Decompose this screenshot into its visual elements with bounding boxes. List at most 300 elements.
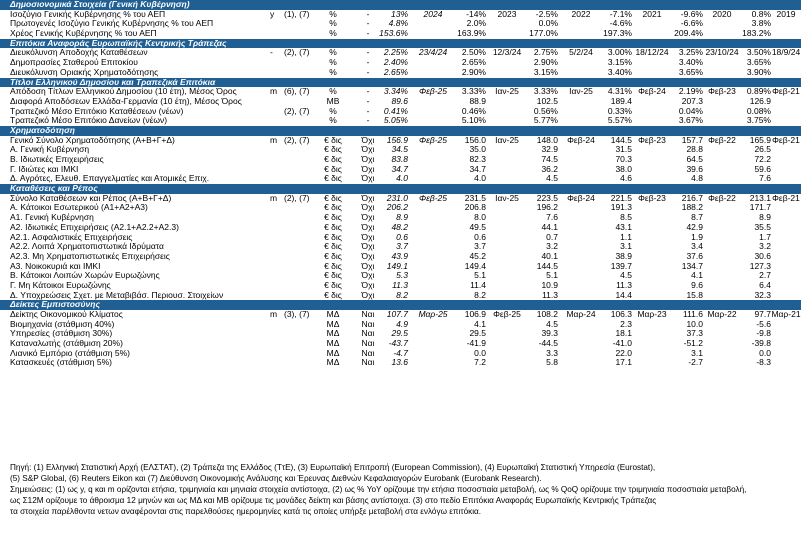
row-value: 2.65% [383,66,408,77]
row-cumulative: Όχι [361,163,375,174]
row-date: Φεβ-21 [772,192,800,203]
row-value: 4.5 [546,318,558,329]
row-unit: € δις [324,144,342,155]
row-unit: € δις [324,173,342,184]
row-value: 3.1 [691,347,703,358]
row-cumulative: - [366,18,370,29]
row-value: 7.6 [546,212,558,223]
row-unit: € δις [324,134,342,145]
row-label: Α2.1. Ασφαλιστικές Επιχειρήσεις [10,231,133,242]
row-date: Μαρ-25 [418,309,448,319]
row-value: 213.1 [749,192,771,203]
row-unit: ΜΔ [326,347,340,358]
row-value: 0.33% [607,105,632,116]
row-value: 3.3 [546,347,558,358]
section-title: Χρηματοδότηση [10,124,75,135]
row-value: 35.0 [469,144,486,155]
row-value: 231.5 [464,192,486,203]
row-date: Φεβ-22 [708,192,736,203]
row-cumulative: Όχι [361,289,375,300]
row-cumulative: - [366,115,370,126]
row-cumulative: Όχι [361,212,375,223]
row-value: 2.7 [759,270,771,281]
row-value: 165.9 [749,134,771,145]
row-unit: € δις [324,212,342,223]
row-value: 149.4 [464,260,486,271]
row-value: 197.3% [603,28,632,39]
row-unit: € δις [324,250,342,261]
row-value: 28.8 [686,144,703,155]
table-row [0,174,801,184]
row-label: Α2.2. Λοιπά Χρηματοπιστωτικά Ιδρύματα [10,241,164,252]
row-value: -9.6% [680,8,703,19]
row-value: 4.6 [620,173,632,184]
row-cumulative: Όχι [361,154,375,164]
row-value: -2.7 [688,357,703,368]
row-value: -41.9 [466,338,486,349]
row-cumulative: Όχι [361,173,375,184]
row-value: 1.9 [691,231,703,242]
row-value: 10.0 [686,318,703,329]
row-source: (2), (7) [284,47,310,58]
row-value: 5.10% [461,115,486,126]
row-value: 5.05% [383,115,408,126]
row-value: -41.0 [612,338,632,349]
row-cumulative: - [366,105,370,116]
row-cumulative: Όχι [361,270,375,281]
row-unit: € δις [324,260,342,271]
row-value: 0.08% [746,105,771,116]
row-cumulative: Ναι [361,357,375,368]
row-value: 5.1 [474,270,486,281]
row-value: 64.5 [686,154,703,164]
row-date: Φεβ-22 [708,134,736,145]
row-date: 2023 [497,8,517,19]
row-value: 2.3 [620,318,632,329]
row-value: 10.9 [541,279,558,290]
row-label: Καταναλωτής (στάθμιση 20%) [10,338,123,349]
row-value: 89.6 [391,95,408,106]
row-value: 7.6 [759,173,771,184]
row-unit: € δις [324,289,342,300]
row-value: 2.90% [461,66,486,77]
row-label: Γ. Ιδιώτες και ΙΜΚΙ [10,163,79,174]
row-label: Α1. Γενική Κυβέρνηση [10,212,94,223]
row-cumulative: - [366,28,370,39]
row-value: 2.90% [533,57,558,68]
row-value: 11.3 [542,289,558,300]
row-value: 144.5 [536,260,558,271]
row-label: Δ. Υποχρεώσεις Σχετ. με Μεταβιβάσ. Περιουσ. Στοιχείων [10,289,224,300]
row-date: Φεβ-25 [419,86,447,97]
row-source: (3), (7) [284,309,310,319]
row-label: Διευκόλυνση Οριακής Χρηματοδότησης [10,66,159,77]
row-unit: € δις [324,202,342,213]
row-value: 38.0 [615,163,632,174]
row-label: Γ. Μη Κάτοικοι Ευρωζώνης [10,279,111,290]
row-value: 207.3 [681,95,703,106]
row-value: 44.1 [541,221,558,232]
row-label: Γενικό Σύνολο Χρηματοδότησης (Α+Β+Γ+Δ) [10,134,175,145]
row-cumulative: Όχι [361,250,375,261]
row-value: 35.5 [754,221,771,232]
sources-note-line-1: Πηγή: (1) Ελληνική Στατιστική Αρχή (ΕΛΣΤΑΤ), (2) Τράπεζα της Ελλάδος (ΤτΕ), (3) Ευρωπαϊκή Επιτροπή (European Commission), (4) Ευρωπαϊκή Στατιστική Υπηρεσία (Eurostat), [10,463,656,472]
row-value: 3.40% [678,57,703,68]
row-value: 1.1 [620,231,632,242]
row-value: 5.3 [396,270,408,281]
row-value: 34.7 [391,163,408,174]
row-cumulative: Όχι [361,221,375,232]
row-value: 2.25% [383,47,408,58]
row-date: 2022 [571,8,591,19]
row-value: 223.5 [536,192,558,203]
row-source: (6), (7) [284,86,310,97]
row-label: Απόδοση Τίτλων Ελληνικού Δημοσίου (10 έτη), Μέσος Όρος [10,86,237,97]
row-value: 82.3 [469,154,486,164]
row-unit: % [329,47,337,58]
row-value: -4.6% [609,18,632,29]
table-row [0,291,801,301]
row-label: Χρέος Γενικής Κυβέρνησης % του ΑΕΠ [10,28,157,39]
row-unit: € δις [324,154,342,164]
row-value: -8.3 [756,357,771,368]
row-date: 2020 [712,8,732,19]
row-value: 0.41% [383,105,408,116]
row-date: Φεβ-23 [708,86,736,97]
row-cumulative: - [366,8,370,19]
row-value: 34.7 [469,163,486,174]
row-date: Ιαν-25 [495,134,519,145]
row-value: 32.3 [754,289,771,300]
row-date: Μαρ-23 [637,309,667,319]
row-value: 18.1 [615,328,632,339]
row-value: 42.9 [686,221,703,232]
row-value: -6.6% [680,18,703,29]
row-cumulative: Ναι [361,309,375,319]
row-value: 0.56% [533,105,558,116]
row-value: -44.5 [538,338,558,349]
row-value: 3.65% [746,57,771,68]
row-label: Κατασκευές (στάθμιση 5%) [10,357,113,368]
row-date: 12/3/24 [492,47,522,58]
row-value: 0.89% [746,86,771,97]
row-value: 3.25% [678,47,703,58]
row-value: 0.8% [751,8,771,19]
row-date: Ιαν-25 [569,86,593,97]
row-value: 30.6 [754,250,771,261]
row-value: 206.2 [386,202,408,213]
row-value: 3.65% [678,66,703,77]
row-value: 3.33% [533,86,558,97]
row-value: 17.1 [615,357,632,368]
row-value: 3.90% [746,66,771,77]
row-unit: ΜΔ [326,338,340,349]
row-value: 216.7 [681,192,703,203]
row-value: 163.9% [457,28,486,39]
row-frequency: y [270,8,275,19]
row-value: -9.8 [756,328,771,339]
row-value: 0.6 [474,231,486,242]
row-value: 3.33% [461,86,486,97]
row-label: Β. Ιδιωτικές Επιχειρήσεις [10,154,104,164]
row-date: Φεβ-25 [493,309,521,319]
row-value: 0.6 [396,231,408,242]
row-value: 8.2 [396,289,408,300]
row-value: 2.75% [533,47,558,58]
row-value: 108.2 [536,309,558,319]
row-value: 8.2 [474,289,486,300]
sources-note-line-2: (5) S&P Global, (6) Reuters Eikon και (7) Διεύθυνση Οικονομικής Ανάλυσης και Έρευνας Διεθνών Κεφαλαιαγορών Eurobank (Eurobank Research). [10,474,542,483]
row-label: Σύνολο Καταθέσεων και Ρέπος (Α+Β+Γ+Δ) [10,192,172,203]
row-value: 4.8 [691,173,703,184]
row-value: 2.0% [466,18,486,29]
row-value: 3.4 [691,241,703,252]
row-value: 209.4% [674,28,703,39]
row-date: 18/9/24 [771,47,801,58]
row-unit: ΜΔ [326,328,340,339]
row-value: 70.3 [615,154,632,164]
row-cumulative: Όχι [361,144,375,155]
row-value: -7.1% [609,8,632,19]
row-value: 107.7 [386,309,408,319]
row-date: Μαρ-21 [771,309,801,319]
row-cumulative: Ναι [361,328,375,339]
row-date: 18/12/24 [635,47,669,58]
table-row [0,116,801,126]
row-value: 0.7 [546,231,558,242]
row-value: 3.8% [751,18,771,29]
row-date: Φεβ-24 [567,134,595,145]
row-unit: % [329,105,337,116]
row-date: Φεβ-21 [772,86,800,97]
row-value: 4.5 [546,173,558,184]
row-value: 188.2 [681,202,703,213]
row-value: 2.19% [678,86,703,97]
row-date: Μαρ-22 [707,309,737,319]
row-value: 0.04% [678,105,703,116]
row-value: 126.9 [749,95,771,106]
row-value: 22.0 [615,347,632,358]
row-source: (2), (7) [284,134,310,145]
row-unit: % [329,8,337,19]
row-label: Β. Κάτοικοι Λοιπών Χωρών Ευρωζώνης [10,270,160,281]
row-value: 4.0 [396,173,408,184]
row-date: Μαρ-24 [566,309,596,319]
row-value: -5.6 [756,318,771,329]
row-value: 8.9 [759,212,771,223]
row-label: Τραπεζικό Μέσο Επιτόκιο Καταθέσεων (νέων) [10,105,184,116]
row-value: 148.0 [536,134,558,145]
row-value: 111.6 [682,309,703,319]
row-date: 23/10/24 [705,47,739,58]
row-value: 189.4 [610,95,632,106]
symbols-note-line-2: ως Σ12Μ ορίζουμε το άθροισμα 12 μηνών και ως ΜΔ και ΜΒ ορίζουμε τις μονάδες δείκτη και βάσης αντίστοιχα. (3) στο πεδίο Επιτόκια Αναφοράς Ευρωπαϊκής Κεντρικής Τράπεζας [10,496,657,505]
row-value: 4.5 [620,270,632,281]
row-date: Φεβ-25 [419,192,447,203]
row-label: Τραπεζικό Μέσο Επιτόκιο Δανείων (νέων) [10,115,168,126]
row-unit: € δις [324,163,342,174]
row-cumulative: - [366,57,370,68]
row-value: 8.5 [620,212,632,223]
row-frequency: - [270,47,273,58]
row-value: 43.9 [391,250,408,261]
row-value: 39.6 [686,163,703,174]
row-unit: % [329,115,337,126]
section-title: Δείκτες Εμπιστοσύνης [10,299,100,310]
row-value: 177.0% [529,28,558,39]
row-value: 11.3 [616,279,632,290]
row-value: 97.7 [754,309,771,319]
row-value: 0.0% [538,18,558,29]
row-cumulative: Όχι [361,279,375,290]
row-value: 3.34% [383,86,408,97]
row-value: -14% [466,8,486,19]
row-unit: € δις [324,231,342,242]
row-cumulative: Όχι [361,260,375,271]
row-value: 3.00% [607,47,632,58]
row-date: 2024 [423,8,443,19]
row-value: 4.1 [691,270,703,281]
symbols-note-line-1: Σημειώσεις: (1) ως y, q και m ορίζονται ετήσια, τριμηνιαία και μηνιαία στοιχεία αντίστοιχα, (2) ως % YoY ορίζουμε την ετήσια ποσοστιαία μεταβολή, ως % QoQ ορίζουμε την τριμηνιαία ποσοστιαία μεταβολή, [10,485,747,494]
row-value: 139.7 [610,260,632,271]
row-value: 43.1 [615,221,632,232]
section-title: Δημοσιονομικά Στοιχεία (Γενική Κυβέρνηση) [10,0,190,9]
row-value: 3.7 [396,241,408,252]
row-unit: % [329,18,337,29]
row-value: 2.50% [461,47,486,58]
row-unit: % [329,86,337,97]
row-unit: € δις [324,270,342,281]
row-value: 134.7 [681,260,703,271]
row-value: 4.31% [607,86,632,97]
row-value: 6.4 [759,279,771,290]
row-cumulative: - [366,47,370,58]
row-unit: ΜΔ [326,318,340,329]
row-value: 9.6 [691,279,703,290]
row-value: 48.2 [391,221,408,232]
row-value: 3.67% [678,115,703,126]
row-value: 4.1 [474,318,486,329]
row-cumulative: Όχι [361,202,375,213]
row-value: 149.1 [386,260,408,271]
row-value: 106.9 [464,309,486,319]
row-unit: € δις [324,279,342,290]
row-value: 5.57% [607,115,632,126]
row-value: 0.0 [474,347,486,358]
row-label: Διαφορά Αποδόσεων Ελλάδα-Γερμανία (10 έτη), Μέσος Όρος [10,95,242,106]
row-source: (2), (7) [284,192,310,203]
row-value: 106.3 [610,309,632,319]
row-unit: ΜΔ [326,357,340,368]
row-date: Ιαν-25 [495,192,519,203]
row-value: 4.8% [388,18,408,29]
row-cumulative: - [366,95,370,106]
row-value: 13.6 [391,357,408,368]
row-unit: € δις [324,221,342,232]
row-value: 183.2% [742,28,771,39]
row-value: 3.50% [746,47,771,58]
row-value: 4.9 [396,318,408,329]
row-value: 29.5 [469,328,486,339]
row-value: 5.8 [546,357,558,368]
row-value: 88.9 [469,95,486,106]
row-unit: € δις [324,192,342,203]
row-value: 45.2 [469,250,486,261]
row-value: 37.6 [686,250,703,261]
row-unit: % [329,66,337,77]
row-cumulative: Ναι [361,318,375,329]
row-value: 49.5 [469,221,486,232]
section-title: Επιτόκια Αναφοράς Ευρωπαϊκής Κεντρικής Τράπεζας [10,37,227,48]
row-unit: ΜΔ [326,309,340,319]
row-value: 29.5 [391,328,408,339]
row-value: 153.6% [379,28,408,39]
row-value: 40.1 [541,250,558,261]
row-value: 72.2 [754,154,771,164]
row-value: 83.8 [391,154,408,164]
row-label: Λιανικό Εμπόριο (στάθμιση 5%) [10,347,131,358]
row-value: 3.7 [474,241,486,252]
row-value: 3.75% [746,115,771,126]
row-cumulative: Όχι [361,241,375,252]
row-value: 3.15% [607,57,632,68]
row-value: 206.8 [464,202,486,213]
row-value: 59.6 [754,163,771,174]
row-label: Ισοζύγιο Γενικής Κυβέρνησης % του ΑΕΠ [10,8,166,19]
row-date: Φεβ-24 [567,192,595,203]
row-label: Δείκτης Οικονομικού Κλίματος [10,309,123,319]
row-label: Α. Γενική Κυβέρνηση [10,144,90,155]
row-source: (1), (7) [284,8,310,19]
row-label: Δημοπρασίες Σταθερού Επιτοκίου [10,57,138,68]
row-date: 2019 [776,8,796,19]
row-value: 37.3 [686,328,703,339]
row-value: 2.65% [461,57,486,68]
row-value: 36.2 [541,163,558,174]
row-value: 8.0 [474,212,486,223]
row-unit: € δις [324,241,342,252]
row-date: Φεβ-23 [638,134,666,145]
row-cumulative: Όχι [361,134,375,145]
row-value: 34.5 [391,144,408,155]
row-label: Α. Κάτοικοι Εσωτερικού (Α1+Α2+Α3) [10,202,148,213]
row-value: 39.3 [541,328,558,339]
row-label: Α2.3. Μη Χρηματοπιστωτικές Επιχειρήσεις [10,250,170,261]
row-value: 0.0 [759,347,771,358]
row-value: 144.5 [610,134,632,145]
row-value: 31.5 [615,144,632,155]
row-value: 191.3 [610,202,632,213]
row-date: 5/2/24 [569,47,593,58]
row-label: Α3. Νοικοκυριά και ΙΜΚΙ [10,260,101,271]
row-value: -2.5% [535,8,558,19]
row-cumulative: Όχι [361,192,375,203]
row-value: 74.5 [541,154,558,164]
row-label: Υπηρεσίες (στάθμιση 30%) [10,328,113,339]
row-value: 5.77% [533,115,558,126]
row-label: Διευκόλυνση Αποδοχής Καταθέσεων [10,47,148,58]
row-date: Φεβ-21 [772,134,800,145]
section-title: Καταθέσεις και Ρέπος [10,183,98,194]
row-label: Πρωτογενές Ισοζύγιο Γενικής Κυβέρνησης % του ΑΕΠ [10,18,214,29]
row-label: Βιομηχανία (στάθμιση 40%) [10,318,115,329]
row-value: 157.7 [681,134,703,145]
row-value: 171.7 [749,202,771,213]
row-value: 32.9 [541,144,558,155]
row-value: 156.0 [464,134,486,145]
row-frequency: m [270,134,278,145]
row-frequency: m [270,192,278,203]
